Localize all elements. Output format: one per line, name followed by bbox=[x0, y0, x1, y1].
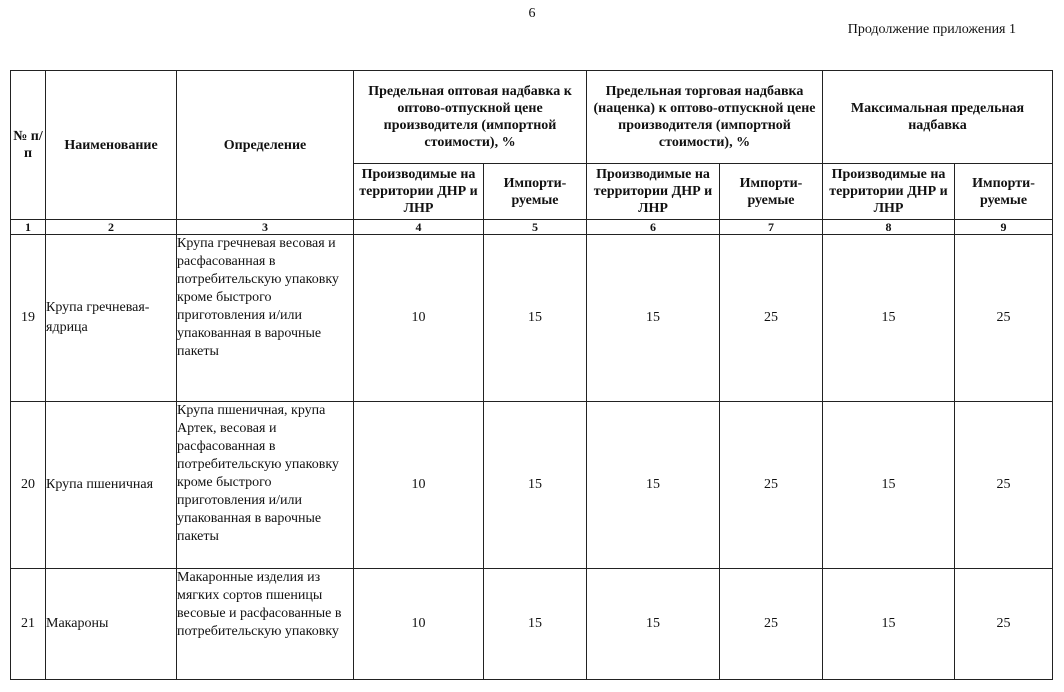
row-definition: Крупа гречневая весовая и расфасованная в потребительскую упаковку кроме быстрого приготовления и/или упакованная в варочные пакеты bbox=[177, 235, 354, 402]
column-number-row bbox=[11, 220, 1053, 235]
subheader-local: Производимые на территории ДНР и ЛНР bbox=[354, 164, 484, 220]
value-cell: 15 bbox=[587, 235, 720, 402]
value-cell: 15 bbox=[823, 569, 955, 680]
row-num: 19 bbox=[11, 235, 46, 402]
table-row bbox=[11, 402, 1053, 569]
header-max-markup: Максимальная предельная надбавка bbox=[823, 71, 1053, 164]
header-num: № п/п bbox=[11, 71, 46, 220]
value-cell: 25 bbox=[955, 402, 1053, 569]
subheader-import: Импорти-руемые bbox=[955, 164, 1053, 220]
value-cell: 25 bbox=[955, 569, 1053, 680]
value-cell: 15 bbox=[587, 569, 720, 680]
col-number: 5 bbox=[484, 220, 587, 235]
col-number: 1 bbox=[11, 220, 46, 235]
value-cell: 10 bbox=[354, 235, 484, 402]
value-cell: 25 bbox=[955, 235, 1053, 402]
header-wholesale-markup: Предельная оптовая надбавка к оптово-отпускной цене производителя (импортной стоимости), % bbox=[354, 71, 587, 164]
value-cell: 10 bbox=[354, 569, 484, 680]
value-cell: 15 bbox=[484, 235, 587, 402]
header-definition: Определение bbox=[177, 71, 354, 220]
row-num: 20 bbox=[11, 402, 46, 569]
row-num: 21 bbox=[11, 569, 46, 680]
row-name: Крупа гречневая-ядрица bbox=[46, 235, 177, 402]
value-cell: 15 bbox=[587, 402, 720, 569]
value-cell: 15 bbox=[484, 569, 587, 680]
markup-table bbox=[10, 70, 1053, 680]
col-number: 7 bbox=[720, 220, 823, 235]
subheader-local: Производимые на территории ДНР и ЛНР bbox=[823, 164, 955, 220]
value-cell: 15 bbox=[823, 402, 955, 569]
col-number: 6 bbox=[587, 220, 720, 235]
table-row bbox=[11, 235, 1053, 402]
continuation-label: Продолжение приложения 1 bbox=[847, 22, 1016, 37]
value-cell: 10 bbox=[354, 402, 484, 569]
header-trade-markup: Предельная торговая надбавка (наценка) к оптово-отпускной цене производителя (импортной стоимости), % bbox=[587, 71, 823, 164]
col-number: 4 bbox=[354, 220, 484, 235]
subheader-local: Производимые на территории ДНР и ЛНР bbox=[587, 164, 720, 220]
subheader-import: Импорти-руемые bbox=[720, 164, 823, 220]
subheader-import: Импорти-руемые bbox=[484, 164, 587, 220]
col-number: 8 bbox=[823, 220, 955, 235]
row-name: Крупа пшеничная bbox=[46, 402, 177, 569]
header-name: Наименование bbox=[46, 71, 177, 220]
row-definition: Крупа пшеничная, крупа Артек, весовая и расфасованная в потребительскую упаковку кроме быстрого приготовления и/или упакованная в варочные пакеты bbox=[177, 402, 354, 569]
row-definition: Макаронные изделия из мягких сортов пшеницы весовые и расфасованные в потребительскую упаковку bbox=[177, 569, 354, 680]
row-name: Макароны bbox=[46, 569, 177, 680]
page-number: 6 bbox=[528, 6, 536, 21]
value-cell: 15 bbox=[484, 402, 587, 569]
table-row bbox=[11, 569, 1053, 680]
value-cell: 15 bbox=[823, 235, 955, 402]
value-cell: 25 bbox=[720, 235, 823, 402]
col-number: 3 bbox=[177, 220, 354, 235]
value-cell: 25 bbox=[720, 569, 823, 680]
col-number: 9 bbox=[955, 220, 1053, 235]
value-cell: 25 bbox=[720, 402, 823, 569]
col-number: 2 bbox=[46, 220, 177, 235]
